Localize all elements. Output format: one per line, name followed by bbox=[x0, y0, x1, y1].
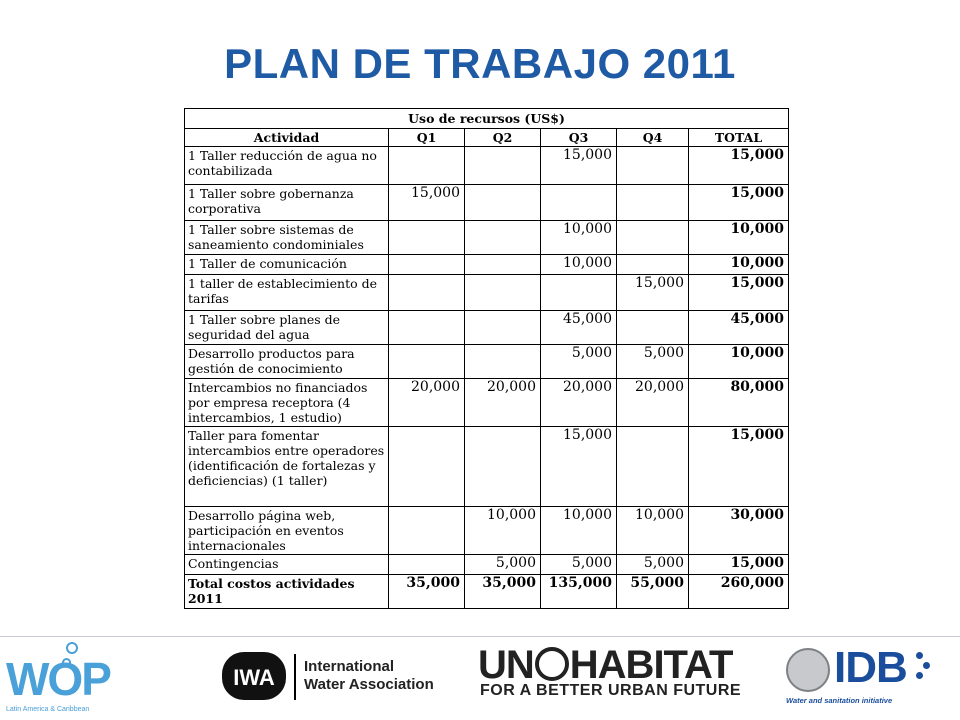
total-cell: 15,000 bbox=[689, 275, 789, 311]
q2-total-cell: 35,000 bbox=[465, 575, 541, 609]
activity-cell: 1 Taller sobre planes de seguridad del agua bbox=[185, 311, 389, 345]
table-caption-row bbox=[185, 109, 789, 129]
iwa-divider bbox=[294, 654, 296, 700]
q3-cell: 15,000 bbox=[541, 147, 617, 185]
column-header-q4: Q4 bbox=[617, 129, 689, 147]
q2-cell bbox=[465, 185, 541, 221]
unhabitat-un-text: UN bbox=[478, 643, 534, 687]
q4-cell bbox=[617, 221, 689, 255]
q4-cell: 20,000 bbox=[617, 379, 689, 427]
activity-cell: 1 Taller sobre sistemas de saneamiento condominiales bbox=[185, 221, 389, 255]
wop-logo bbox=[0, 640, 120, 720]
q4-cell: 10,000 bbox=[617, 507, 689, 555]
total-cell: 15,000 bbox=[689, 147, 789, 185]
iwa-mark-icon bbox=[222, 652, 286, 700]
q1-cell bbox=[389, 147, 465, 185]
table-row bbox=[185, 427, 789, 507]
q4-cell bbox=[617, 311, 689, 345]
column-header-q3: Q3 bbox=[541, 129, 617, 147]
q2-cell bbox=[465, 311, 541, 345]
q1-cell bbox=[389, 221, 465, 255]
q4-cell: 15,000 bbox=[617, 275, 689, 311]
grand-total-cell: 260,000 bbox=[689, 575, 789, 609]
iwa-logo-name bbox=[304, 658, 444, 694]
table-row bbox=[185, 345, 789, 379]
q3-cell: 15,000 bbox=[541, 427, 617, 507]
q1-total-cell: 35,000 bbox=[389, 575, 465, 609]
q2-cell bbox=[465, 255, 541, 275]
footer-divider bbox=[0, 636, 960, 637]
table-caption: Uso de recursos (US$) bbox=[185, 109, 789, 129]
q1-cell bbox=[389, 311, 465, 345]
unhabitat-logo bbox=[478, 644, 754, 708]
column-header-activity: Actividad bbox=[185, 129, 389, 147]
activity-cell: Intercambios no financiados por empresa receptora (4 intercambios, 1 estudio) bbox=[185, 379, 389, 427]
column-header-q2: Q2 bbox=[465, 129, 541, 147]
iwa-logo bbox=[222, 648, 442, 712]
q3-total-cell: 135,000 bbox=[541, 575, 617, 609]
q3-cell: 5,000 bbox=[541, 345, 617, 379]
activity-cell: 1 Taller de comunicación bbox=[185, 255, 389, 275]
unhabitat-wordmark bbox=[478, 644, 754, 686]
total-cell: 45,000 bbox=[689, 311, 789, 345]
q2-cell: 10,000 bbox=[465, 507, 541, 555]
q1-cell bbox=[389, 555, 465, 575]
wop-logo-text: WOP bbox=[6, 653, 110, 705]
table-row bbox=[185, 507, 789, 555]
globe-icon bbox=[786, 648, 830, 692]
q1-cell bbox=[389, 255, 465, 275]
total-cell: 15,000 bbox=[689, 427, 789, 507]
q3-cell: 5,000 bbox=[541, 555, 617, 575]
wop-logo-subtitle: Latin America & Caribbean bbox=[6, 706, 90, 713]
table-row bbox=[185, 221, 789, 255]
table-row bbox=[185, 379, 789, 427]
q3-cell: 45,000 bbox=[541, 311, 617, 345]
q4-cell bbox=[617, 427, 689, 507]
budget-table bbox=[184, 108, 789, 609]
column-header-q1: Q1 bbox=[389, 129, 465, 147]
activity-cell: 1 taller de establecimiento de tarifas bbox=[185, 275, 389, 311]
iwa-name-line2: Water Association bbox=[304, 676, 434, 693]
activity-cell: Desarrollo página web, participación en eventos internacionales bbox=[185, 507, 389, 555]
idb-dots-icon bbox=[916, 652, 930, 692]
q1-cell bbox=[389, 345, 465, 379]
q4-cell: 5,000 bbox=[617, 345, 689, 379]
column-header-total: TOTAL bbox=[689, 129, 789, 147]
q2-cell: 20,000 bbox=[465, 379, 541, 427]
table-row bbox=[185, 147, 789, 185]
q2-cell bbox=[465, 147, 541, 185]
total-cell: 10,000 bbox=[689, 255, 789, 275]
unhabitat-habitat-text: HABITAT bbox=[569, 643, 733, 687]
un-emblem-icon bbox=[535, 647, 569, 681]
iwa-mark-text: IWA bbox=[233, 665, 275, 690]
q1-cell bbox=[389, 507, 465, 555]
table-row bbox=[185, 255, 789, 275]
q4-total-cell: 55,000 bbox=[617, 575, 689, 609]
total-cell: 30,000 bbox=[689, 507, 789, 555]
total-cell: 80,000 bbox=[689, 379, 789, 427]
total-cell: 15,000 bbox=[689, 185, 789, 221]
total-cell: 10,000 bbox=[689, 345, 789, 379]
q2-cell bbox=[465, 345, 541, 379]
q4-cell: 5,000 bbox=[617, 555, 689, 575]
activity-cell: Taller para fomentar intercambios entre operadores (identificación de fortalezas y deficiencias) (1 taller) bbox=[185, 427, 389, 507]
q2-cell bbox=[465, 427, 541, 507]
table-row bbox=[185, 185, 789, 221]
idb-logo bbox=[786, 644, 936, 708]
q3-cell bbox=[541, 185, 617, 221]
total-cell: 15,000 bbox=[689, 555, 789, 575]
unhabitat-tagline: FOR A BETTER URBAN FUTURE bbox=[480, 682, 742, 699]
q1-cell bbox=[389, 427, 465, 507]
q1-cell: 15,000 bbox=[389, 185, 465, 221]
q3-cell: 10,000 bbox=[541, 255, 617, 275]
q3-cell bbox=[541, 275, 617, 311]
table-row bbox=[185, 275, 789, 311]
q2-cell bbox=[465, 275, 541, 311]
total-cell: 10,000 bbox=[689, 221, 789, 255]
idb-logo-subtitle: Water and sanitation initiative bbox=[786, 696, 893, 705]
iwa-name-line1: International bbox=[304, 658, 395, 675]
q3-cell: 10,000 bbox=[541, 507, 617, 555]
q1-cell bbox=[389, 275, 465, 311]
q3-cell: 20,000 bbox=[541, 379, 617, 427]
activity-cell: Contingencias bbox=[185, 555, 389, 575]
page-title: PLAN DE TRABAJO 2011 bbox=[224, 40, 736, 87]
table-row bbox=[185, 311, 789, 345]
q2-cell bbox=[465, 221, 541, 255]
q2-cell: 5,000 bbox=[465, 555, 541, 575]
q4-cell bbox=[617, 147, 689, 185]
table-total-row bbox=[185, 575, 789, 609]
q1-cell: 20,000 bbox=[389, 379, 465, 427]
table-row bbox=[185, 555, 789, 575]
idb-logo-text: IDB bbox=[834, 643, 907, 692]
table-header-row bbox=[185, 129, 789, 147]
activity-cell: 1 Taller sobre gobernanza corporativa bbox=[185, 185, 389, 221]
activity-cell: 1 Taller reducción de agua no contabilizada bbox=[185, 147, 389, 185]
activity-cell: Desarrollo productos para gestión de conocimiento bbox=[185, 345, 389, 379]
activity-cell: Total costos actividades 2011 bbox=[185, 575, 389, 609]
q4-cell bbox=[617, 185, 689, 221]
q4-cell bbox=[617, 255, 689, 275]
q3-cell: 10,000 bbox=[541, 221, 617, 255]
